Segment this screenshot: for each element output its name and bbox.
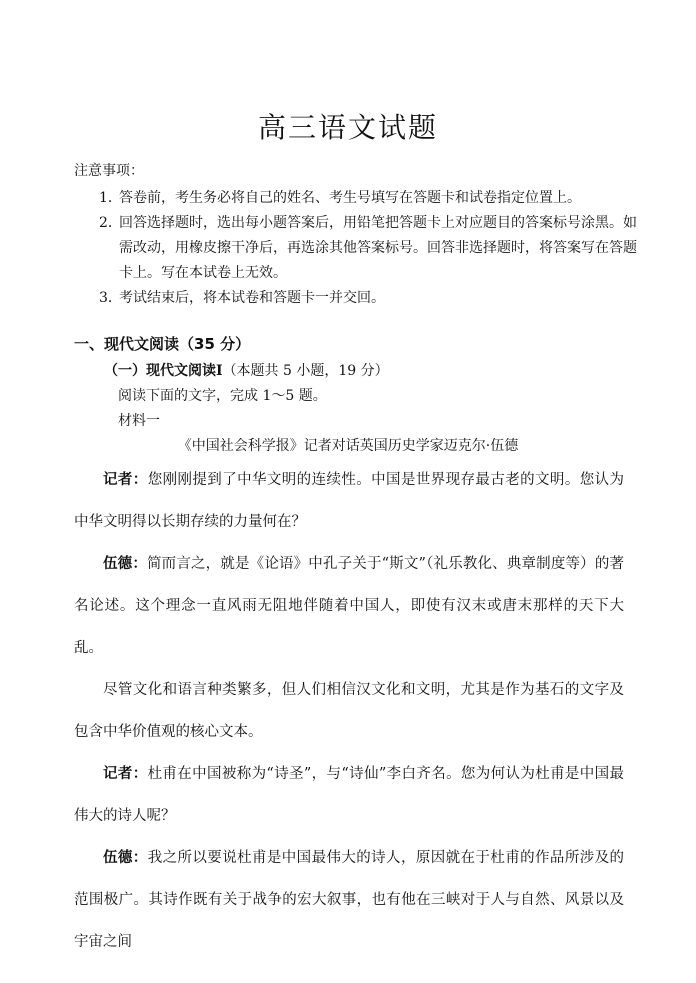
notice-item bbox=[99, 186, 639, 211]
notice-item bbox=[99, 211, 639, 286]
paragraph-text: 尽管文化和语言种类繁多，但人们相信汉文化和文明，尤其是作为基石的文字及包含中华价值观的核心文本。 bbox=[74, 682, 624, 740]
notice-item-number: 3． bbox=[99, 290, 122, 306]
paragraph-text: 杜甫在中国被称为“诗圣”，与“诗仙”李白齐名。您为何认为杜甫是中国最伟大的诗人呢？ bbox=[74, 766, 625, 824]
notice-item-text: 考试结束后，将本试卷和答题卡一并交回。 bbox=[119, 290, 385, 306]
notice-item-number: 1． bbox=[99, 190, 122, 206]
speaker-label: 伍德： bbox=[103, 555, 147, 572]
section-heading: 一、现代文阅读（35 分） bbox=[74, 335, 251, 353]
speaker-label: 记者： bbox=[103, 471, 148, 488]
paragraph bbox=[74, 459, 624, 543]
paragraph bbox=[74, 837, 624, 963]
paragraph-text: 您刚刚提到了中华文明的连续性。中国是世界现存最古老的文明。您认为中华文明得以长期存续的力量何在？ bbox=[74, 472, 625, 530]
sub-section-heading bbox=[104, 360, 389, 380]
reading-instruction: 阅读下面的文字，完成 1～5 题。 bbox=[118, 388, 327, 404]
paragraph-text: 我之所以要说杜甫是中国最伟大的诗人，原因就在于杜甫的作品所涉及的范围极广。其诗作既有关于战争的宏大叙事，也有他在三峡对于人与自然、风景以及宇宙之间 bbox=[74, 850, 625, 950]
speaker-label: 伍德： bbox=[103, 849, 148, 866]
sub-section-title: （一）现代文阅读Ⅰ bbox=[104, 363, 223, 379]
page-title: 高三语文试题 bbox=[257, 111, 438, 144]
article-body bbox=[74, 459, 624, 963]
paragraph bbox=[74, 669, 624, 753]
notice-list bbox=[99, 186, 639, 311]
sub-section-note: （本题共 5 小题，19 分） bbox=[222, 363, 389, 379]
paragraph-text: 简而言之，就是《论语》中孔子关于“斯文”（礼乐教化、典章制度等）的著名论述。这个理念一直风雨无阻地伴随着中国人，即使有汉末或唐末那样的天下大乱。 bbox=[74, 556, 625, 656]
notice-item-text: 答卷前，考生务必将自己的姓名、考生号填写在答题卡和试卷指定位置上。 bbox=[119, 190, 581, 206]
article-title: 《中国社会科学报》记者对话英国历史学家迈克尔·伍德 bbox=[177, 438, 519, 454]
notice-item bbox=[99, 286, 639, 311]
notice-heading: 注意事项： bbox=[74, 163, 144, 179]
material-label: 材料一 bbox=[118, 413, 160, 429]
speaker-label: 记者： bbox=[103, 765, 148, 782]
notice-item-text: 回答选择题时，选出每小题答案后，用铅笔把答题卡上对应题目的答案标号涂黑。如需改动，用橡皮擦干净后，再选涂其他答案标号。回答非选择题时，将答案写在答题卡上。写在本试卷上无效。 bbox=[119, 215, 637, 281]
notice-item-number: 2． bbox=[99, 215, 122, 231]
paragraph bbox=[74, 753, 624, 837]
paragraph bbox=[74, 543, 624, 669]
